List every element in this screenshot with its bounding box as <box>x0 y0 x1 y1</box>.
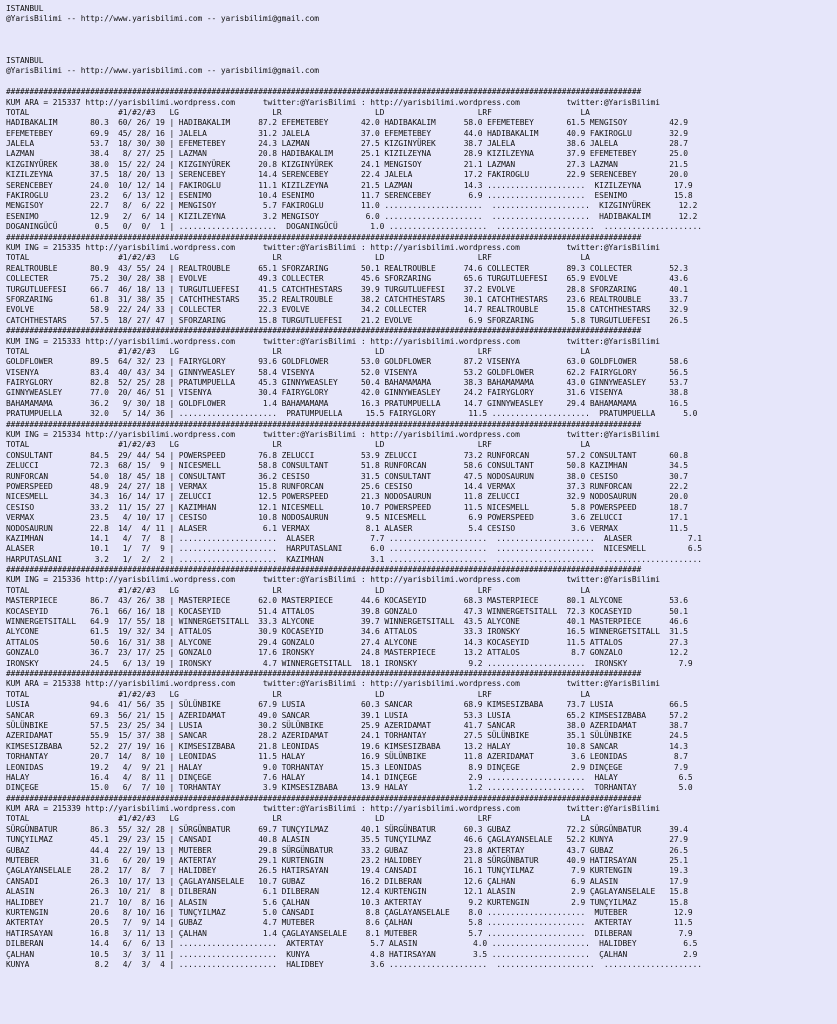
text-line: GONZALO 36.7 23/ 17/ 25 | GONZALO 17.6 IRONSKY 24.8 MASTERPIECE 13.2 ATTALOS 8.7 GONZALO 12.2 <box>6 648 688 658</box>
text-line: IRONSKY 24.5 6/ 13/ 19 | IRONSKY 4.7 WINNERGETSITALL 18.1 IRONSKY 9.2 ..................... IRONSKY 7.9 <box>6 658 693 668</box>
text-line: TOTAL #1/#2/#3 LG LR LD LRF LA <box>6 689 590 699</box>
text-line: ISTANBUL <box>6 55 44 65</box>
text-line: TOTAL #1/#2/#3 LG LR LD LRF LA <box>6 585 590 595</box>
text-line: HATIRSAYAN 16.8 3/ 11/ 13 | ÇALHAN 1.4 ÇAGLAYANSELALE 8.1 MUTEBER 5.7 ..................... DILBERAN 7.9 <box>6 928 693 938</box>
text-line: PRATUMPUELLA 32.0 5/ 14/ 36 | ..................... PRATUMPUELLA 15.5 FAIRYGLORY 11.5 ..................... PRATUMPUELLA 5.0 <box>6 409 698 419</box>
text-line: ######################################################################################################################################## <box>6 669 642 678</box>
text-line: HADIBAKALIM 80.3 60/ 26/ 19 | HADIBAKALIM 87.2 EFEMETEBEY 42.0 HADIBAKALIM 58.0 EFEMETEBEY 61.5 MENGISOY 42.9 <box>6 118 688 128</box>
text-line: COLLECTER 75.2 30/ 28/ 38 | EVOLVE 49.3 COLLECTER 45.6 SFORZARING 65.6 TURGUTLUEFESI 65.9 EVOLVE 43.6 <box>6 274 688 284</box>
text-line: ÇALHAN 10.5 3/ 3/ 11 | ..................... KUNYA 4.8 HATIRSAYAN 3.5 ..................... ÇALHAN 2.9 <box>6 949 698 959</box>
text-line: VISENYA 83.4 40/ 43/ 34 | GINNYWEASLEY 58.4 VISENYA 52.0 VISENYA 53.2 GOLDFLOWER 62.2 FAIRYGLORY 56.5 <box>6 367 688 377</box>
text-line: CATCHTHESTARS 57.5 18/ 27/ 47 | SFORZARING 15.8 TURGUTLUEFESI 21.2 EVOLVE 6.9 SFORZARING 5.8 TURGUTLUEFESI 26.5 <box>6 315 688 325</box>
text-line: TORHANTAY 20.7 14/ 8/ 10 | LEONIDAS 11.5 HALAY 16.9 SÜLÜNBIKE 11.8 AZERIDAMAT 3.6 LEONIDAS 8.7 <box>6 752 688 762</box>
text-line: GINNYWEASLEY 77.0 20/ 46/ 51 | VISENYA 30.4 FAIRYGLORY 42.0 GINNYWEASLEY 24.2 FAIRYGLORY 31.6 VISENYA 38.8 <box>6 388 688 398</box>
text-line <box>6 25 837 35</box>
text-line: KIZGINYÜREK 38.0 15/ 22/ 24 | KIZGINYÜREK 20.8 KIZGINYÜREK 24.1 MENGISOY 21.1 LAZMAN 27.3 LAZMAN 21.5 <box>6 159 688 169</box>
text-line: NICESMELL 34.3 16/ 14/ 17 | ZELUCCI 12.5 POWERSPEED 21.3 NODOSAURUN 11.8 ZELUCCI 32.9 NODOSAURUN 20.0 <box>6 492 688 502</box>
text-line: KUM ARA = 215337 http://yarisbilimi.wordpress.com twitter:@YarisBilimi : http://yarisbilimi.wordpress.com twitter:@YarisBilimi <box>6 97 660 107</box>
text-line: WINNERGETSITALL 64.9 17/ 55/ 18 | WINNERGETSITALL 33.3 ALYCONE 39.7 WINNERGETSITALL 43.5 ALYCONE 40.1 MASTERPIECE 46.6 <box>6 617 688 627</box>
text-line: AKTERTAY 20.5 7/ 9/ 14 | GUBAZ 4.7 MUTEBER 8.6 ÇALHAN 5.8 ..................... AKTERTAY 11.5 <box>6 918 693 928</box>
text-line: AZERIDAMAT 55.9 15/ 37/ 38 | SANCAR 28.2 AZERIDAMAT 24.1 TORHANTAY 27.5 SÜLÜNBIKE 35.1 SÜLÜNBIKE 24.5 <box>6 731 688 741</box>
text-line: KUM ING = 215334 http://yarisbilimi.wordpress.com twitter:@YarisBilimi : http://yarisbilimi.wordpress.com twitter:@YarisBilimi <box>6 430 660 440</box>
text-line: DOGANINGÜCÜ 0.5 0/ 0/ 1 | ..................... DOGANINGÜCÜ 1.0 ..................... ..................... ..................... <box>6 222 702 232</box>
text-line: SERENCEBEY 24.0 10/ 12/ 14 | FAKIROGLU 11.1 KIZILZEYNA 21.5 LAZMAN 14.3 ..................... KIZILZEYNA 17.9 <box>6 180 693 190</box>
text-line: DILBERAN 14.4 6/ 6/ 13 | ..................... AKTERTAY 5.7 ALASIN 4.0 ..................... HALIDBEY 6.5 <box>6 939 698 949</box>
text-line: ######################################################################################################################################## <box>6 565 642 575</box>
text-line: FAKIROGLU 23.2 6/ 13/ 12 | ESENIMO 10.4 ESENIMO 11.7 SERENCEBEY 6.9 ..................... ESENIMO 15.8 <box>6 191 693 201</box>
text-line: GOLDFLOWER 89.5 64/ 32/ 23 | FAIRYGLORY 93.6 GOLDFLOWER 53.0 GOLDFLOWER 87.2 VISENYA 63.0 GOLDFLOWER 58.6 <box>6 357 688 367</box>
text-line: CANSADI 26.3 10/ 17/ 13 | ÇAGLAYANSELALE 10.7 GUBAZ 16.2 DILBERAN 12.6 ÇALHAN 6.9 ALASIN 17.9 <box>6 876 688 886</box>
text-line: SFORZARING 61.8 31/ 38/ 35 | CATCHTHESTARS 35.2 REALTROUBLE 38.2 CATCHTHESTARS 30.1 CATCHTHESTARS 23.6 REALTROUBLE 33.7 <box>6 294 688 304</box>
text-line: TUNÇYILMAZ 45.1 29/ 23/ 15 | CANSADI 40.8 ALASIN 35.5 TUNÇYILMAZ 46.6 ÇAGLAYANSELALE 52.2 KUNYA 27.9 <box>6 835 688 845</box>
text-line: SÜLÜNBIKE 57.5 23/ 25/ 34 | LUSIA 30.2 SÜLÜNBIKE 25.9 AZERIDAMAT 41.7 SANCAR 38.0 AZERIDAMAT 38.7 <box>6 720 688 730</box>
text-line: KIMSESIZBABA 52.2 27/ 19/ 16 | KIMSESIZBABA 21.8 LEONIDAS 19.6 KIMSESIZBABA 13.2 HALAY 10.8 SANCAR 14.3 <box>6 741 688 751</box>
text-line: SANCAR 69.3 56/ 21/ 15 | AZERIDAMAT 49.0 SANCAR 39.1 LUSIA 53.3 LUSIA 65.2 KIMSESIZBABA 57.2 <box>6 710 688 720</box>
text-line: GUBAZ 44.4 22/ 19/ 13 | MUTEBER 29.8 SÜRGÜNBATUR 33.2 GUBAZ 23.8 AKTERTAY 43.7 GUBAZ 26.5 <box>6 845 688 855</box>
text-line: MUTEBER 31.6 6/ 20/ 19 | AKTERTAY 29.1 KURTENGIN 23.2 HALIDBEY 21.8 SÜRGÜNBATUR 40.9 HATIRSAYAN 25.1 <box>6 856 688 866</box>
text-line: KUM ING = 215333 http://yarisbilimi.wordpress.com twitter:@YarisBilimi : http://yarisbilimi.wordpress.com twitter:@YarisBilimi <box>6 336 660 346</box>
text-line: ATTALOS 50.6 16/ 31/ 38 | ALYCONE 29.4 GONZALO 27.4 ALYCONE 14.3 KOCASEYID 11.5 ATTALOS 27.3 <box>6 637 688 647</box>
text-line: ALYCONE 61.5 19/ 32/ 34 | ATTALOS 30.9 KOCASEYID 34.6 ATTALOS 33.3 IRONSKY 16.5 WINNERGETSITALL 31.5 <box>6 627 688 637</box>
text-line: KUM ING = 215335 http://yarisbilimi.wordpress.com twitter:@YarisBilimi : http://yarisbilimi.wordpress.com twitter:@YarisBilimi <box>6 242 660 252</box>
text-line: ######################################################################################################################################## <box>6 419 642 429</box>
text-line: MENGISOY 22.7 8/ 6/ 22 | MENGISOY 5.7 FAKIROGLU 11.0 ..................... ..................... KIZGINYÜREK 12.2 <box>6 201 698 211</box>
text-line: ######################################################################################################################################## <box>6 793 642 803</box>
text-line: HALAY 16.4 4/ 8/ 11 | DINÇEGE 7.6 HALAY 14.1 DINÇEGE 2.9 ..................... HALAY 6.5 <box>6 772 693 782</box>
text-line: KIZILZEYNA 37.5 18/ 20/ 13 | SERENCEBEY 14.4 SERENCEBEY 22.4 JALELA 17.2 FAKIROGLU 22.9 SERENCEBEY 20.0 <box>6 170 688 180</box>
text-line: TURGUTLUEFESI 66.7 46/ 18/ 13 | TURGUTLUEFESI 41.5 CATCHTHESTARS 39.9 TURGUTLUEFESI 37.2 EVOLVE 28.8 SFORZARING 40.1 <box>6 284 688 294</box>
text-line: ÇAGLAYANSELALE 28.2 17/ 8/ 7 | HALIDBEY 26.5 HATIRSAYAN 19.4 CANSADI 16.1 TUNÇYILMAZ 7.9 KURTENGIN 19.3 <box>6 866 688 876</box>
text-line: SÜRGÜNBATUR 86.3 55/ 32/ 28 | SÜRGÜNBATUR 69.7 TUNÇYILMAZ 40.1 SÜRGÜNBATUR 60.3 GUBAZ 72.2 SÜRGÜNBATUR 39.4 <box>6 824 688 834</box>
text-line: LUSIA 94.6 41/ 56/ 35 | SÜLÜNBIKE 67.9 LUSIA 60.3 SANCAR 68.9 KIMSESIZBABA 73.7 LUSIA 66.5 <box>6 700 688 710</box>
text-line: RUNFORCAN 54.0 18/ 45/ 18 | CONSULTANT 36.2 CESISO 31.5 CONSULTANT 47.5 NODOSAURUN 38.0 CESISO 30.7 <box>6 471 688 481</box>
text-line: TOTAL #1/#2/#3 LG LR LD LRF LA <box>6 440 590 450</box>
text-line: KUNYA 8.2 4/ 3/ 4 | ..................... HALIDBEY 3.6 ..................... ..................... ..................... <box>6 959 702 969</box>
text-line: REALTROUBLE 80.9 43/ 55/ 24 | REALTROUBLE 65.1 SFORZARING 50.1 REALTROUBLE 74.6 COLLECTER 89.3 COLLECTER 52.3 <box>6 263 688 273</box>
text-line: NODOSAURUN 22.8 14/ 4/ 11 | ALASER 6.1 VERMAX 8.1 ALASER 5.4 CESISO 3.6 VERMAX 11.5 <box>6 523 688 533</box>
text-line: HALIDBEY 21.7 10/ 8/ 16 | ALASIN 5.6 ÇALHAN 10.3 AKTERTAY 9.2 KURTENGIN 2.9 TUNÇYILMAZ 15.8 <box>6 897 688 907</box>
text-line: @YarisBilimi -- http://www.yarisbilimi.com -- yarisbilimi@gmail.com <box>6 14 319 24</box>
text-line: ######################################################################################################################################## <box>6 326 642 336</box>
text-line: ALASIN 26.3 10/ 21/ 8 | DILBERAN 6.1 DILBERAN 12.4 KURTENGIN 12.1 ALASIN 2.9 ÇAGLAYANSELALE 15.8 <box>6 887 688 897</box>
text-line: KUM ARA = 215338 http://yarisbilimi.wordpress.com twitter:@YarisBilimi : http://yarisbilimi.wordpress.com twitter:@YarisBilimi <box>6 679 660 689</box>
text-line: EFEMETEBEY 69.9 45/ 28/ 16 | JALELA 31.2 JALELA 37.0 EFEMETEBEY 44.0 HADIBAKALIM 40.9 FAKIROGLU 32.9 <box>6 128 688 138</box>
text-line: JALELA 53.7 18/ 30/ 30 | EFEMETEBEY 24.3 LAZMAN 27.5 KIZGINYÜREK 38.7 JALELA 38.6 JALELA 28.7 <box>6 139 688 149</box>
text-line: TOTAL #1/#2/#3 LG LR LD LRF LA <box>6 346 590 356</box>
text-line: DINÇEGE 15.0 6/ 7/ 10 | TORHANTAY 3.9 KIMSESIZBABA 13.9 HALAY 1.2 ..................... TORHANTAY 5.0 <box>6 783 693 793</box>
text-line: KUM ARA = 215339 http://yarisbilimi.wordpress.com twitter:@YarisBilimi : http://yarisbilimi.wordpress.com twitter:@YarisBilimi <box>6 804 660 814</box>
text-line: LAZMAN 38.4 8/ 27/ 25 | LAZMAN 20.8 HADIBAKALIM 25.1 KIZILZEYNA 28.9 KIZILZEYNA 37.9 EFEMETEBEY 25.0 <box>6 149 688 159</box>
text-line <box>6 35 837 45</box>
text-line: VERMAX 23.5 4/ 10/ 17 | CESISO 10.8 NODOSAURUN 9.5 NICESMELL 6.9 POWERSPEED 3.6 ZELUCCI 17.1 <box>6 513 688 523</box>
text-line <box>6 77 837 87</box>
text-line: LEONIDAS 19.2 4/ 9/ 21 | HALAY 9.0 TORHANTAY 15.3 LEONIDAS 8.9 DINÇEGE 2.9 DINÇEGE 7.9 <box>6 762 688 772</box>
text-line: CONSULTANT 84.5 29/ 44/ 54 | POWERSPEED 76.8 ZELUCCI 53.9 ZELUCCI 73.2 RUNFORCAN 57.2 CONSULTANT 60.8 <box>6 450 688 460</box>
text-line: TOTAL #1/#2/#3 LG LR LD LRF LA <box>6 253 590 263</box>
text-line: KURTENGIN 20.6 8/ 10/ 16 | TUNÇYILMAZ 5.0 CANSADI 8.8 ÇAGLAYANSELALE 8.0 ..................... MUTEBER 12.9 <box>6 907 693 917</box>
text-line: ZELUCCI 72.3 68/ 15/ 9 | NICESMELL 58.8 CONSULTANT 51.8 RUNFORCAN 58.6 CONSULTANT 50.8 KAZIMHAN 34.5 <box>6 461 688 471</box>
text-line: MASTERPIECE 86.7 43/ 26/ 38 | MASTERPIECE 62.0 MASTERPIECE 44.6 KOCASEYID 68.3 MASTERPIECE 80.1 ALYCONE 53.6 <box>6 596 688 606</box>
text-line: ######################################################################################################################################## <box>6 87 642 97</box>
text-line: ######################################################################################################################################## <box>6 232 642 242</box>
text-line <box>6 46 837 56</box>
text-line: HARPUTASLANI 3.2 1/ 2/ 2 | ..................... KAZIMHAN 3.1 ..................... ..................... ..................... <box>6 554 702 564</box>
text-line: KAZIMHAN 14.1 4/ 7/ 8 | ..................... ALASER 7.7 ..................... ..................... ALASER 7.1 <box>6 533 702 543</box>
text-line: POWERSPEED 48.9 24/ 27/ 18 | VERMAX 15.8 RUNFORCAN 25.6 CESISO 14.4 VERMAX 37.3 RUNFORCAN 22.2 <box>6 481 688 491</box>
text-line: ISTANBUL <box>6 4 44 13</box>
text-line: BAHAMAMAMA 36.2 9/ 30/ 18 | GOLDFLOWER 1.4 BAHAMAMAMA 16.3 PRATUMPUELLA 14.7 GINNYWEASLEY 29.4 BAHAMAMAMA 16.5 <box>6 398 688 408</box>
text-line: CESISO 33.2 11/ 15/ 27 | KAZIMHAN 12.1 NICESMELL 10.7 POWERSPEED 11.5 NICESMELL 5.8 POWERSPEED 18.7 <box>6 502 688 512</box>
text-line: TOTAL #1/#2/#3 LG LR LD LRF LA <box>6 814 590 824</box>
text-line: KUM ING = 215336 http://yarisbilimi.wordpress.com twitter:@YarisBilimi : http://yarisbilimi.wordpress.com twitter:@YarisBilimi <box>6 575 660 585</box>
text-line: ALASER 10.1 1/ 7/ 9 | ..................... HARPUTASLANI 6.0 ..................... ..................... NICESMELL 6.5 <box>6 544 702 554</box>
text-line: ESENIMO 12.9 2/ 6/ 14 | KIZILZEYNA 3.2 MENGISOY 6.0 ..................... ..................... HADIBAKALIM 12.2 <box>6 211 698 221</box>
text-line: FAIRYGLORY 82.8 52/ 25/ 28 | PRATUMPUELLA 45.3 GINNYWEASLEY 50.4 BAHAMAMAMA 38.3 BAHAMAMAMA 43.0 GINNYWEASLEY 53.7 <box>6 378 688 388</box>
text-line: EVOLVE 58.9 22/ 24/ 33 | COLLECTER 22.3 EVOLVE 34.2 COLLECTER 14.7 REALTROUBLE 15.8 CATCHTHESTARS 32.9 <box>6 305 688 315</box>
text-line: TOTAL #1/#2/#3 LG LR LD LRF LA <box>6 107 590 117</box>
text-line: KOCASEYID 76.1 66/ 16/ 18 | KOCASEYID 51.4 ATTALOS 39.8 GONZALO 47.3 WINNERGETSITALL 72.3 KOCASEYID 50.1 <box>6 606 688 616</box>
text-line: @YarisBilimi -- http://www.yarisbilimi.com -- yarisbilimi@gmail.com <box>6 66 319 76</box>
